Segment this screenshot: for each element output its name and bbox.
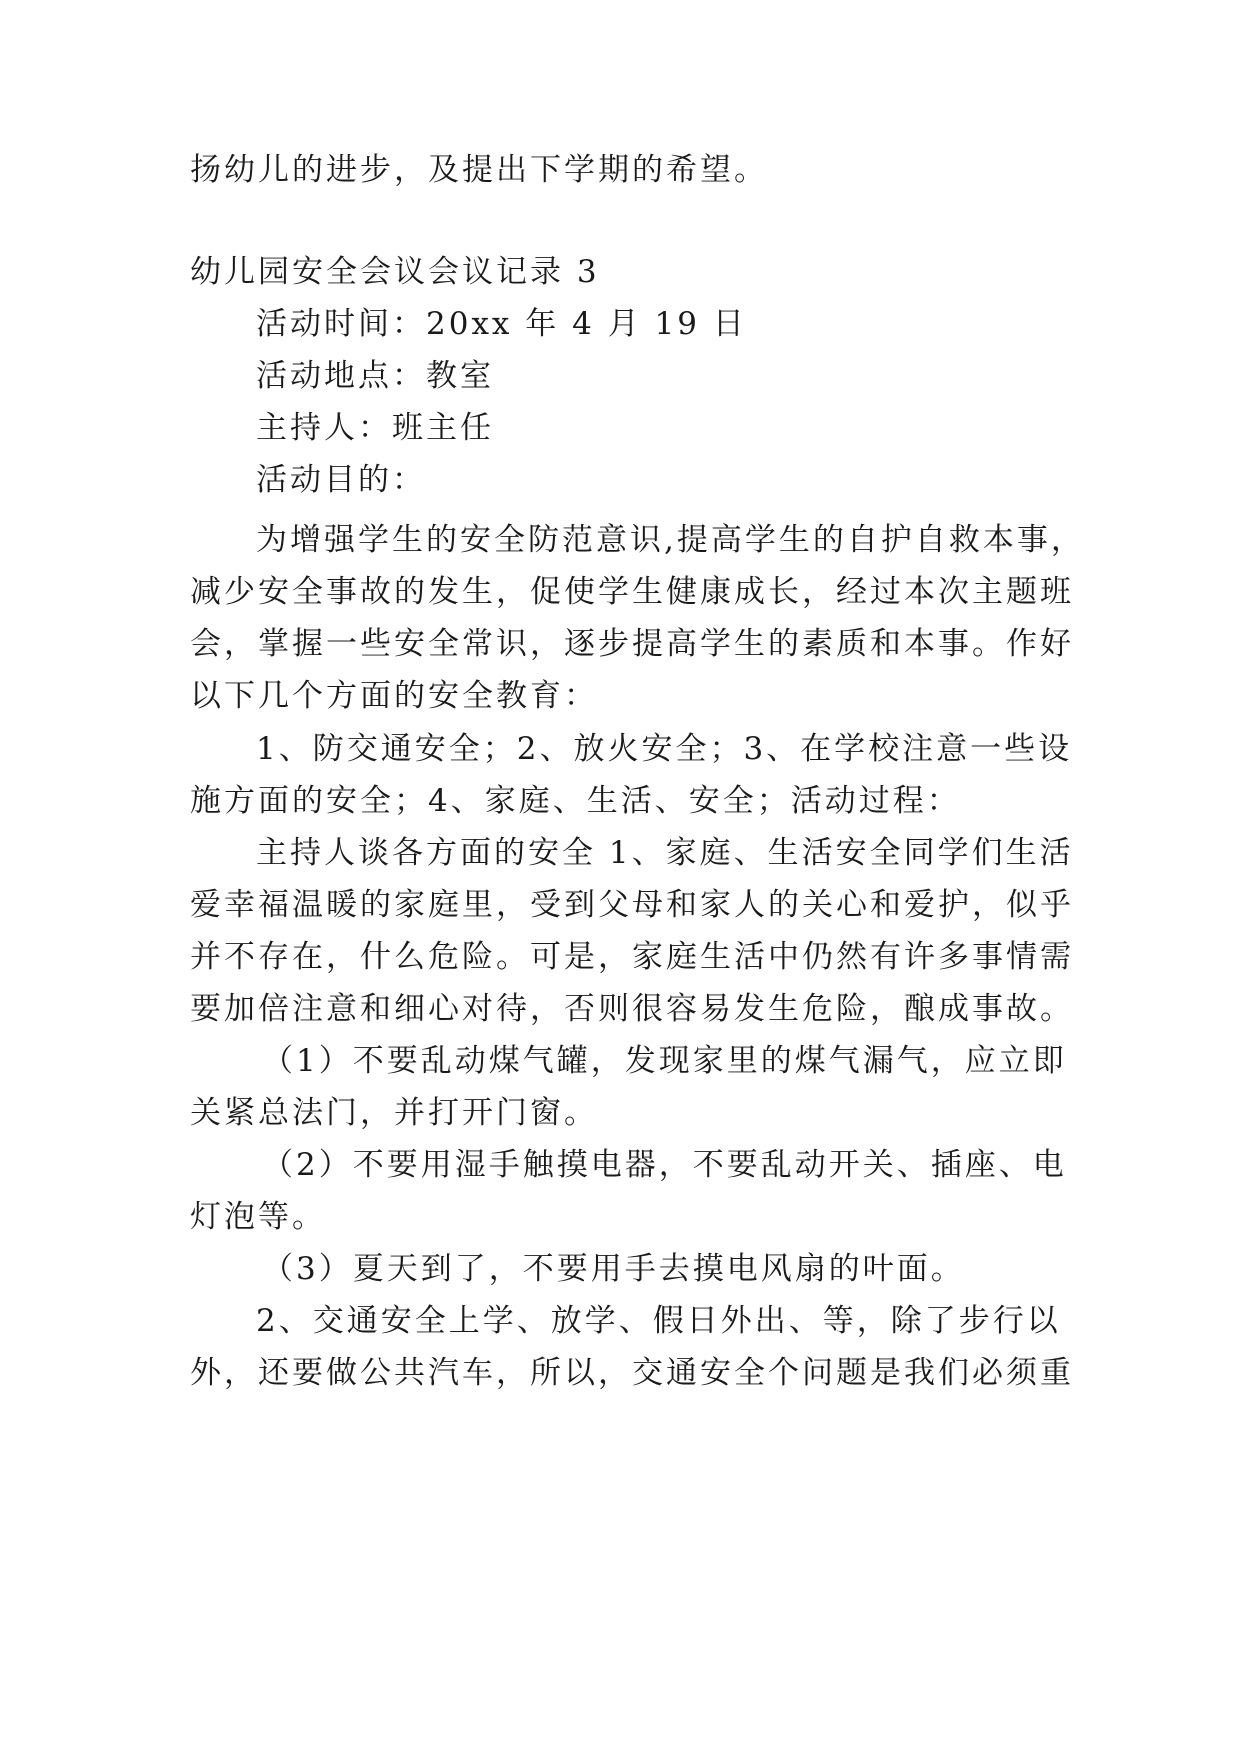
paragraph-line: 1、防交通安全；2、放火安全；3、在学校注意一些设 [256, 731, 1073, 767]
activity-time: 活动时间：20xx 年 4 月 19 日 [256, 306, 747, 342]
paragraph-line: 要加倍注意和细心对待，否则很容易发生危险，酿成事故。 [190, 991, 1074, 1027]
section-title: 幼儿园安全会议会议记录 3 [190, 254, 600, 290]
paragraph-line: 爱幸福温暖的家庭里，受到父母和家人的关心和爱护，似乎 [190, 887, 1074, 923]
paragraph-line: 外，还要做公共汽车，所以，交通安全个问题是我们必须重 [190, 1355, 1074, 1391]
paragraph-line: 为增强学生的安全防范意识,提高学生的自护自救本事， [256, 522, 1085, 558]
paragraph-line: 主持人谈各方面的安全 1、家庭、生活安全同学们生活 [256, 835, 1074, 871]
paragraph-line: 并不存在，什么危险。可是，家庭生活中仍然有许多事情需 [190, 939, 1074, 975]
paragraph-line: 会，掌握一些安全常识，逐步提高学生的素质和本事。作好 [190, 626, 1074, 662]
activity-location: 活动地点：教室 [256, 358, 494, 394]
host: 主持人：班主任 [256, 410, 494, 446]
list-item-line: （1）不要乱动煤气罐，发现家里的煤气漏气，应立即 [262, 1043, 1067, 1079]
activity-purpose-label: 活动目的： [256, 462, 426, 498]
paragraph-line: 施方面的安全；4、家庭、生活、安全；活动过程： [190, 783, 961, 819]
paragraph-line: 减少安全事故的发生，促使学生健康成长，经过本次主题班 [190, 574, 1074, 610]
list-item-line: 关紧总法门，并打开门窗。 [190, 1095, 598, 1131]
list-item-line: 灯泡等。 [190, 1199, 326, 1235]
list-item-line: （3）夏天到了，不要用手去摸电风扇的叶面。 [262, 1251, 965, 1287]
list-item-line: （2）不要用湿手触摸电器，不要乱动开关、插座、电 [262, 1147, 1067, 1183]
text-line: 扬幼儿的进步，及提出下学期的希望。 [190, 152, 768, 188]
paragraph-line: 以下几个方面的安全教育： [190, 678, 598, 714]
paragraph-line: 2、交通安全上学、放学、假日外出、等，除了步行以 [256, 1303, 1061, 1339]
